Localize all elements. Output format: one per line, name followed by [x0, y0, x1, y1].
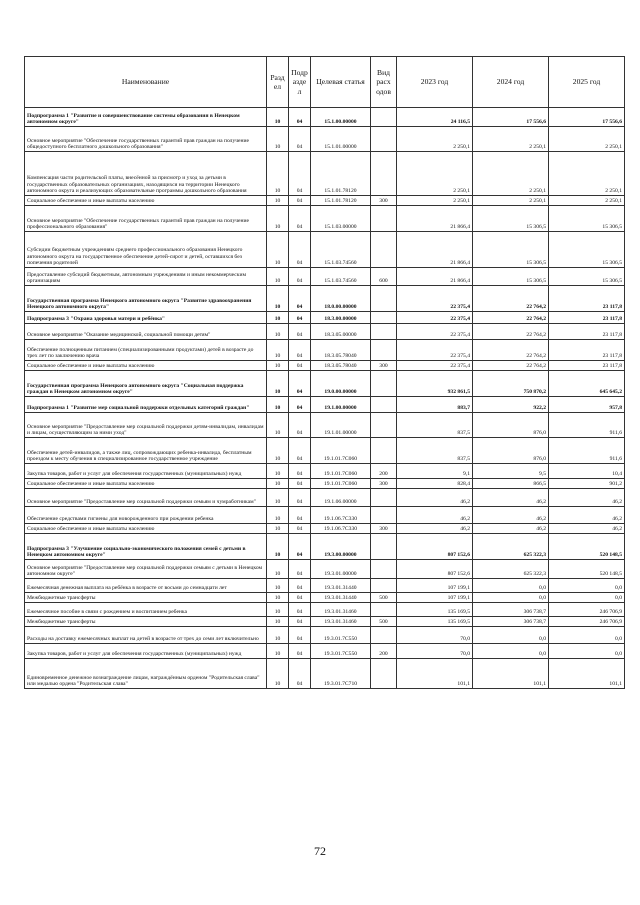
cell-article: 19.1.01.00000 [311, 413, 371, 438]
table-row [25, 413, 625, 438]
cell-razdel: 10 [267, 489, 289, 507]
cell-podrazdel: 04 [289, 593, 311, 603]
cell-y2025: 0,0 [549, 627, 625, 644]
budget-table [24, 56, 625, 689]
cell-name: Обеспечение детей-инвалидов, а также лиц, сопровождающих ребенка-инвалида, бесплатным проездом к месту обучения в специализированное государственное учреждение [25, 438, 267, 464]
cell-y2023: 46,2 [397, 489, 473, 507]
cell-y2023: 22 375,4 [397, 286, 473, 312]
cell-podrazdel: 04 [289, 312, 311, 324]
cell-y2023: 24 116,5 [397, 108, 473, 127]
cell-name: Межбюджетные трансферты [25, 593, 267, 603]
table-row [25, 286, 625, 312]
cell-razdel: 10 [267, 324, 289, 340]
cell-y2025: 23 117,8 [549, 324, 625, 340]
cell-razdel: 10 [267, 593, 289, 603]
table-row [25, 438, 625, 464]
cell-y2024: 2 250,1 [473, 152, 549, 196]
cell-vid [371, 324, 397, 340]
cell-podrazdel: 04 [289, 560, 311, 579]
cell-razdel: 10 [267, 286, 289, 312]
cell-y2023: 22 375,4 [397, 312, 473, 324]
cell-name: Государственная программа Ненецкого автономного округа "Социальная поддержка граждан в Ненецком автономном округе" [25, 371, 267, 397]
cell-y2025: 0,0 [549, 593, 625, 603]
cell-article: 19.1.06.7С330 [311, 507, 371, 524]
cell-podrazdel: 04 [289, 507, 311, 524]
cell-article: 19.1.01.7С060 [311, 479, 371, 489]
cell-y2025: 101,1 [549, 659, 625, 689]
cell-y2024: 15 306,5 [473, 232, 549, 268]
table-row [25, 464, 625, 479]
cell-y2025: 15 306,5 [549, 206, 625, 232]
cell-y2024: 22 764,2 [473, 340, 549, 361]
cell-y2024: 22 764,2 [473, 361, 549, 371]
cell-y2025: 23 117,8 [549, 361, 625, 371]
cell-podrazdel: 04 [289, 479, 311, 489]
cell-name: Подпрограмма 1 "Развитие мер социальной поддержки отдельных категорий граждан" [25, 397, 267, 413]
cell-razdel: 10 [267, 413, 289, 438]
cell-vid [371, 127, 397, 152]
cell-vid [371, 534, 397, 560]
cell-name: Основное мероприятие "Обеспечение государственных гарантий прав граждан на получение общедоступного бесплатного дошкольного образования" [25, 127, 267, 152]
cell-y2025: 2 250,1 [549, 196, 625, 206]
cell-article: 19.3.01.31440 [311, 593, 371, 603]
cell-vid [371, 659, 397, 689]
cell-y2025: 2 250,1 [549, 152, 625, 196]
cell-podrazdel: 04 [289, 206, 311, 232]
cell-razdel: 10 [267, 268, 289, 286]
cell-razdel: 10 [267, 127, 289, 152]
cell-y2023: 932 861,5 [397, 371, 473, 397]
cell-vid [371, 232, 397, 268]
cell-y2025: 15 306,5 [549, 268, 625, 286]
cell-y2024: 876,0 [473, 438, 549, 464]
cell-podrazdel: 04 [289, 152, 311, 196]
cell-name: Ежемесячная денежная выплата на ребёнка в возрасте от восьми до семнадцати лет [25, 579, 267, 593]
cell-podrazdel: 04 [289, 108, 311, 127]
header-2024: 2024 год [473, 57, 549, 108]
cell-article: 19.1.06.7С330 [311, 524, 371, 534]
cell-y2023: 828,4 [397, 479, 473, 489]
cell-vid [371, 152, 397, 196]
cell-podrazdel: 04 [289, 324, 311, 340]
cell-y2024: 625 322,3 [473, 560, 549, 579]
cell-razdel: 10 [267, 579, 289, 593]
cell-y2023: 46,2 [397, 524, 473, 534]
cell-vid [371, 489, 397, 507]
cell-y2025: 911,6 [549, 438, 625, 464]
page-number: 72 [314, 844, 326, 858]
table-row [25, 324, 625, 340]
header-vid: Вид расх одов [371, 57, 397, 108]
cell-y2024: 2 250,1 [473, 127, 549, 152]
cell-razdel: 10 [267, 524, 289, 534]
cell-podrazdel: 04 [289, 659, 311, 689]
cell-article: 15.1.03.74560 [311, 232, 371, 268]
cell-y2024: 15 306,5 [473, 268, 549, 286]
cell-y2023: 70,0 [397, 627, 473, 644]
cell-name: Единовременное денежное вознаграждение лицам, награждённым орденом "Родительская слава" или медалью ордена "Родительская слава" [25, 659, 267, 689]
cell-name: Межбюджетные трансферты [25, 617, 267, 627]
table-row [25, 644, 625, 659]
cell-article: 19.3.01.7С550 [311, 644, 371, 659]
cell-vid: 500 [371, 593, 397, 603]
cell-y2024: 625 322,3 [473, 534, 549, 560]
cell-razdel: 10 [267, 617, 289, 627]
cell-y2025: 520 148,5 [549, 534, 625, 560]
cell-podrazdel: 04 [289, 286, 311, 312]
cell-podrazdel: 04 [289, 489, 311, 507]
cell-y2023: 2 250,1 [397, 127, 473, 152]
cell-y2023: 101,1 [397, 659, 473, 689]
table-row [25, 361, 625, 371]
cell-y2025: 957,8 [549, 397, 625, 413]
cell-razdel: 10 [267, 108, 289, 127]
cell-y2024: 17 556,6 [473, 108, 549, 127]
cell-name: Закупка товаров, работ и услуг для обеспечения государственных (муниципальных) нужд [25, 464, 267, 479]
cell-y2023: 70,0 [397, 644, 473, 659]
cell-y2025: 0,0 [549, 644, 625, 659]
cell-y2025: 2 250,1 [549, 127, 625, 152]
table-row [25, 524, 625, 534]
cell-y2024: 922,2 [473, 397, 549, 413]
cell-article: 19.3.01.31460 [311, 603, 371, 617]
cell-name: Ежемесячное пособие в связи с рождением и воспитанием ребенка [25, 603, 267, 617]
cell-razdel: 10 [267, 603, 289, 617]
cell-y2024: 0,0 [473, 627, 549, 644]
cell-article: 15.1.03.00000 [311, 206, 371, 232]
cell-article: 15.1.01.78120 [311, 196, 371, 206]
cell-vid [371, 206, 397, 232]
cell-y2023: 22 375,4 [397, 324, 473, 340]
cell-name: Основное мероприятие "Обеспечение государственных гарантий прав граждан на получение профессионального образования" [25, 206, 267, 232]
cell-razdel: 10 [267, 438, 289, 464]
cell-y2024: 306 738,7 [473, 603, 549, 617]
cell-y2025: 0,0 [549, 579, 625, 593]
cell-name: Основное мероприятие "Предоставление мер социальной поддержки детям-инвалидам, инвалидам и лицам, осуществляющим за ними уход" [25, 413, 267, 438]
table-row [25, 579, 625, 593]
table-row [25, 603, 625, 617]
header-razdel: Разд ел [267, 57, 289, 108]
table-row [25, 617, 625, 627]
cell-name: Субсидии бюджетным учреждениям среднего профессионального образования Ненецкого автономного округа на государственное обеспечение детей-сирот и детей, оставшихся без попечения родителей [25, 232, 267, 268]
cell-vid [371, 627, 397, 644]
table-row [25, 507, 625, 524]
cell-y2023: 2 250,1 [397, 196, 473, 206]
cell-article: 19.1.06.00000 [311, 489, 371, 507]
cell-name: Основное мероприятие "Предоставление мер социальной поддержки семьям и чумработникам" [25, 489, 267, 507]
cell-vid [371, 438, 397, 464]
cell-article: 19.3.01.31460 [311, 617, 371, 627]
cell-y2024: 876,0 [473, 413, 549, 438]
cell-y2023: 807 152,6 [397, 534, 473, 560]
table-row [25, 659, 625, 689]
cell-name: Закупка товаров, работ и услуг для обеспечения государственных (муниципальных) нужд [25, 644, 267, 659]
header-name: Наименование [25, 57, 267, 108]
cell-y2025: 46,2 [549, 524, 625, 534]
cell-vid: 200 [371, 464, 397, 479]
cell-article: 15.1.01.00000 [311, 127, 371, 152]
cell-y2023: 883,7 [397, 397, 473, 413]
cell-name: Основное мероприятие "Предоставление мер социальной поддержки семьям с детьми в Ненецком автономном округе" [25, 560, 267, 579]
cell-y2023: 21 866,4 [397, 206, 473, 232]
cell-article: 15.1.01.78120 [311, 152, 371, 196]
cell-name: Обеспечение полноценным питанием (специализированными продуктами) детей в возрасте до трех лет по заключению врача [25, 340, 267, 361]
cell-podrazdel: 04 [289, 127, 311, 152]
cell-name: Обеспечение средствами гигиены для новорожденного при рождении ребенка [25, 507, 267, 524]
cell-vid: 600 [371, 268, 397, 286]
cell-y2024: 15 306,5 [473, 206, 549, 232]
cell-vid [371, 312, 397, 324]
cell-y2025: 46,2 [549, 489, 625, 507]
cell-name: Социальное обеспечение и иные выплаты населению [25, 479, 267, 489]
cell-y2025: 246 706,9 [549, 603, 625, 617]
cell-podrazdel: 04 [289, 361, 311, 371]
cell-article: 19.3.01.31440 [311, 579, 371, 593]
cell-y2025: 10,4 [549, 464, 625, 479]
cell-podrazdel: 04 [289, 644, 311, 659]
cell-y2023: 837,5 [397, 438, 473, 464]
cell-podrazdel: 04 [289, 397, 311, 413]
cell-podrazdel: 04 [289, 371, 311, 397]
cell-y2025: 901,2 [549, 479, 625, 489]
cell-razdel: 10 [267, 644, 289, 659]
cell-podrazdel: 04 [289, 268, 311, 286]
cell-y2023: 9,1 [397, 464, 473, 479]
table-row [25, 489, 625, 507]
cell-y2024: 0,0 [473, 579, 549, 593]
cell-y2023: 21 866,4 [397, 268, 473, 286]
cell-vid: 300 [371, 361, 397, 371]
cell-y2023: 21 866,4 [397, 232, 473, 268]
cell-y2023: 837,5 [397, 413, 473, 438]
cell-article: 18.3.05.78040 [311, 361, 371, 371]
cell-article: 15.1.00.00000 [311, 108, 371, 127]
table-row [25, 340, 625, 361]
cell-name: Государственная программа Ненецкого автономного округа "Развитие здравоохранения Ненецкого автономного округа" [25, 286, 267, 312]
cell-razdel: 10 [267, 659, 289, 689]
cell-y2023: 135 169,5 [397, 617, 473, 627]
table-row [25, 593, 625, 603]
cell-vid: 300 [371, 524, 397, 534]
table-row [25, 479, 625, 489]
cell-article: 18.3.05.00000 [311, 324, 371, 340]
cell-podrazdel: 04 [289, 464, 311, 479]
cell-y2025: 15 306,5 [549, 232, 625, 268]
header-podrazdel: Подр азде л [289, 57, 311, 108]
cell-name: Подпрограмма 3 "Охрана здоровья матери и ребёнка" [25, 312, 267, 324]
cell-y2024: 22 764,2 [473, 324, 549, 340]
table-body [25, 108, 625, 689]
cell-razdel: 10 [267, 627, 289, 644]
table-row [25, 268, 625, 286]
header-2023: 2023 год [397, 57, 473, 108]
cell-y2024: 2 250,1 [473, 196, 549, 206]
cell-y2023: 107 199,1 [397, 593, 473, 603]
cell-vid [371, 371, 397, 397]
cell-y2024: 9,5 [473, 464, 549, 479]
cell-y2024: 46,2 [473, 524, 549, 534]
cell-name: Социальное обеспечение и иные выплаты населению [25, 524, 267, 534]
cell-razdel: 10 [267, 560, 289, 579]
cell-podrazdel: 04 [289, 603, 311, 617]
cell-article: 18.3.00.00000 [311, 312, 371, 324]
cell-razdel: 10 [267, 232, 289, 268]
cell-podrazdel: 04 [289, 524, 311, 534]
cell-article: 19.1.01.7С060 [311, 464, 371, 479]
cell-y2024: 750 870,2 [473, 371, 549, 397]
cell-y2025: 46,2 [549, 507, 625, 524]
cell-y2024: 866,5 [473, 479, 549, 489]
cell-name: Социальное обеспечение и иные выплаты населению [25, 196, 267, 206]
cell-name: Социальное обеспечение и иные выплаты населению [25, 361, 267, 371]
cell-name: Основное мероприятие "Оказание медицинской, социальной помощи детям" [25, 324, 267, 340]
cell-vid [371, 413, 397, 438]
cell-podrazdel: 04 [289, 196, 311, 206]
cell-article: 19.3.01.00000 [311, 560, 371, 579]
cell-podrazdel: 04 [289, 438, 311, 464]
cell-article: 19.3.01.7С710 [311, 659, 371, 689]
cell-vid: 500 [371, 617, 397, 627]
cell-razdel: 10 [267, 361, 289, 371]
cell-vid: 300 [371, 479, 397, 489]
table-row [25, 196, 625, 206]
table-row [25, 232, 625, 268]
cell-y2023: 2 250,1 [397, 152, 473, 196]
cell-y2025: 520 148,5 [549, 560, 625, 579]
cell-y2024: 46,2 [473, 507, 549, 524]
cell-name: Подпрограмма 1 "Развитие и совершенствование системы образования в Ненецком автономном округе" [25, 108, 267, 127]
table-header [25, 57, 625, 108]
cell-article: 18.0.00.00000 [311, 286, 371, 312]
cell-razdel: 10 [267, 340, 289, 361]
table-row [25, 534, 625, 560]
cell-article: 19.0.00.00000 [311, 371, 371, 397]
cell-razdel: 10 [267, 464, 289, 479]
cell-vid [371, 560, 397, 579]
cell-y2023: 807 152,6 [397, 560, 473, 579]
cell-y2025: 23 117,8 [549, 340, 625, 361]
cell-y2025: 911,6 [549, 413, 625, 438]
cell-podrazdel: 04 [289, 413, 311, 438]
cell-y2025: 645 645,2 [549, 371, 625, 397]
cell-podrazdel: 04 [289, 534, 311, 560]
cell-podrazdel: 04 [289, 232, 311, 268]
cell-name: Расходы на доставку ежемесячных выплат на детей в возрасте от трех до семи лет включительно [25, 627, 267, 644]
cell-razdel: 10 [267, 196, 289, 206]
cell-vid [371, 397, 397, 413]
cell-name: Предоставление субсидий бюджетным, автономным учреждениям и иным некоммерческим организациям [25, 268, 267, 286]
cell-razdel: 10 [267, 479, 289, 489]
cell-razdel: 10 [267, 312, 289, 324]
cell-article: 19.3.00.00000 [311, 534, 371, 560]
cell-vid [371, 603, 397, 617]
cell-razdel: 10 [267, 507, 289, 524]
cell-razdel: 10 [267, 397, 289, 413]
cell-y2024: 0,0 [473, 593, 549, 603]
cell-article: 19.1.00.00000 [311, 397, 371, 413]
table-row [25, 397, 625, 413]
cell-y2023: 107 199,1 [397, 579, 473, 593]
cell-razdel: 10 [267, 534, 289, 560]
cell-y2024: 46,2 [473, 489, 549, 507]
header-2025: 2025 год [549, 57, 625, 108]
cell-article: 15.1.03.74560 [311, 268, 371, 286]
cell-razdel: 10 [267, 206, 289, 232]
cell-y2023: 22 375,4 [397, 361, 473, 371]
cell-vid [371, 507, 397, 524]
cell-podrazdel: 04 [289, 627, 311, 644]
table-row [25, 127, 625, 152]
table-row [25, 108, 625, 127]
cell-y2024: 22 764,2 [473, 312, 549, 324]
cell-y2023: 135 169,5 [397, 603, 473, 617]
cell-podrazdel: 04 [289, 579, 311, 593]
cell-y2025: 17 556,6 [549, 108, 625, 127]
cell-name: Подпрограмма 3 "Улучшение социально-экономического положения семей с детьми в Ненецком автономном округе" [25, 534, 267, 560]
cell-vid [371, 108, 397, 127]
cell-razdel: 10 [267, 371, 289, 397]
cell-y2025: 23 117,8 [549, 286, 625, 312]
table-row [25, 152, 625, 196]
cell-y2024: 22 764,2 [473, 286, 549, 312]
cell-vid [371, 340, 397, 361]
cell-name: Компенсация части родительской платы, внесённой за присмотр и уход за детьми в государственных образовательных организациях, находящихся на территории Ненецкого автономного округа и реализующих образовательные программы дошкольного образования [25, 152, 267, 196]
table-row [25, 312, 625, 324]
cell-y2023: 22 375,4 [397, 340, 473, 361]
cell-y2024: 101,1 [473, 659, 549, 689]
cell-article: 18.3.05.78040 [311, 340, 371, 361]
table-row [25, 206, 625, 232]
cell-vid [371, 286, 397, 312]
cell-article: 19.3.01.7С550 [311, 627, 371, 644]
cell-y2024: 0,0 [473, 644, 549, 659]
table-row [25, 560, 625, 579]
cell-y2023: 46,2 [397, 507, 473, 524]
header-article: Целевая статья [311, 57, 371, 108]
cell-vid: 200 [371, 644, 397, 659]
cell-podrazdel: 04 [289, 340, 311, 361]
cell-razdel: 10 [267, 152, 289, 196]
cell-article: 19.1.01.7С060 [311, 438, 371, 464]
cell-y2024: 306 738,7 [473, 617, 549, 627]
cell-y2025: 246 706,9 [549, 617, 625, 627]
cell-podrazdel: 04 [289, 617, 311, 627]
cell-vid: 300 [371, 196, 397, 206]
cell-vid [371, 579, 397, 593]
table-row [25, 627, 625, 644]
table-row [25, 371, 625, 397]
cell-y2025: 23 117,8 [549, 312, 625, 324]
